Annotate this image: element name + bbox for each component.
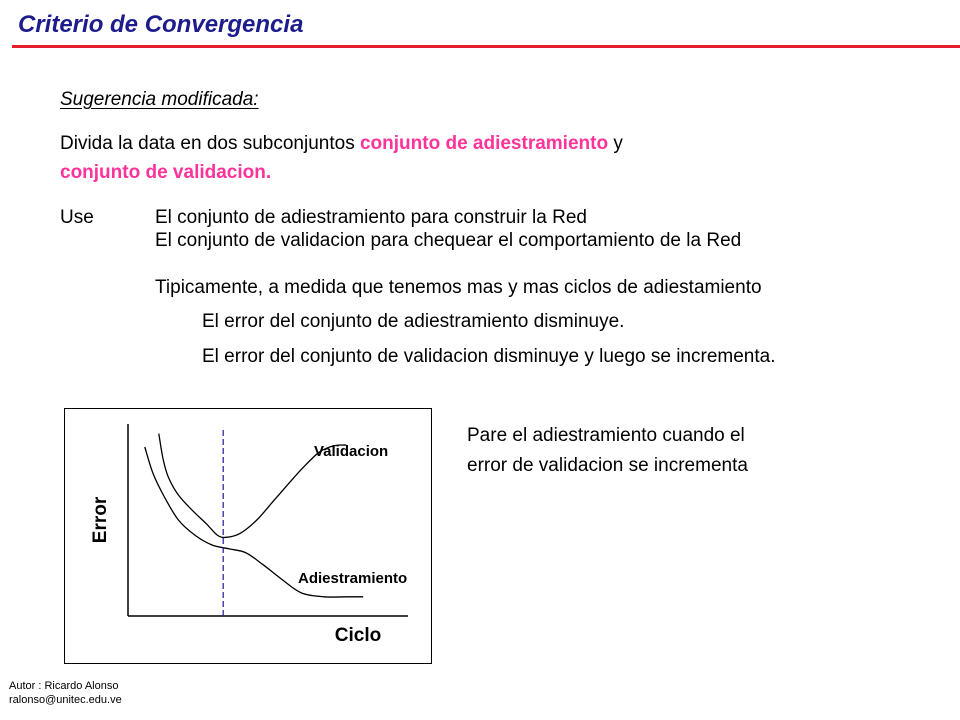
- subtitle: Sugerencia modificada:: [60, 89, 259, 110]
- validation-set-highlight: conjunto de validacion.: [60, 162, 272, 183]
- training-error-text: El error del conjunto de adiestramiento disminuye.: [202, 311, 625, 332]
- stop-note-line-2: error de validacion se incrementa: [467, 455, 748, 476]
- use-label: Use: [60, 207, 94, 228]
- typically-text: Tipicamente, a medida que tenemos mas y mas ciclos de adiestamiento: [155, 277, 762, 298]
- x-axis-label: Ciclo: [334, 625, 382, 646]
- slide-title: Criterio de Convergencia: [18, 11, 304, 38]
- use-line-2: El conjunto de validacion para chequear el comportamiento de la Red: [155, 230, 742, 251]
- validation-error-text: El error del conjunto de validacion disminuye y luego se incrementa.: [202, 346, 776, 367]
- intro-text: Divida la data en dos subconjuntos: [60, 133, 360, 154]
- use-line-1: El conjunto de adiestramiento para construir la Red: [155, 207, 587, 228]
- series-label-validacion: Validacion: [314, 443, 389, 460]
- intro-text-and: y: [608, 133, 623, 154]
- title-underline: [12, 45, 960, 48]
- training-set-highlight: conjunto de adiestramiento: [359, 133, 609, 154]
- stop-note-line-1: Pare el adiestramiento cuando el: [467, 425, 745, 446]
- error-vs-cycle-chart: [64, 408, 432, 664]
- author-email: ralonso@unitec.edu.ve: [9, 694, 122, 706]
- intro-line-1: [60, 133, 623, 155]
- author-name: Autor : Ricardo Alonso: [9, 680, 119, 692]
- series-label-adiestramiento: Adiestramiento: [298, 570, 408, 587]
- y-axis-label: Error: [90, 496, 111, 544]
